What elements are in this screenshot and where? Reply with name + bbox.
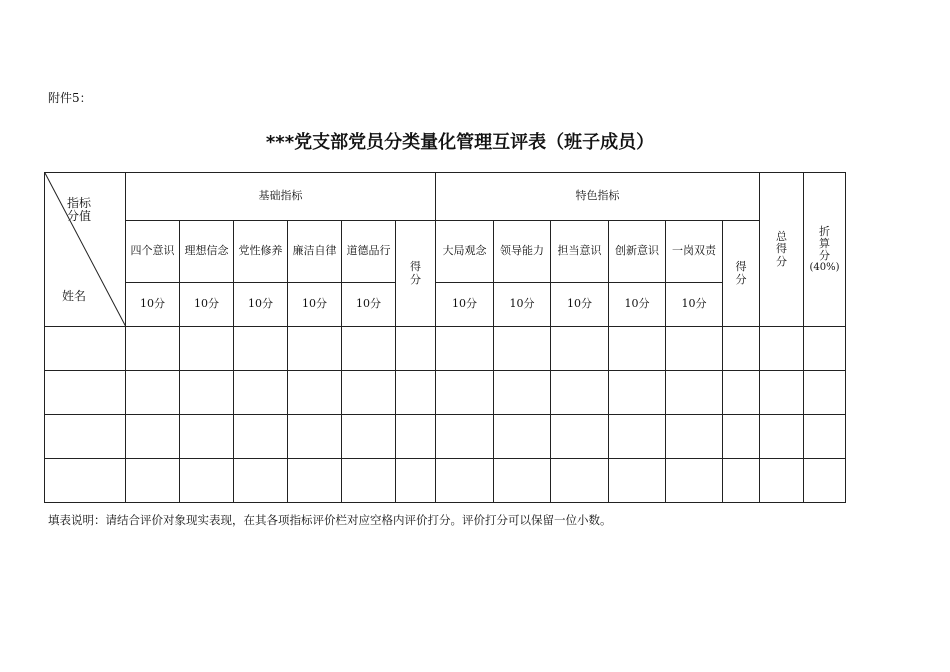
score-entry-cell[interactable] bbox=[494, 327, 551, 371]
corner-top-label: 指标 分值 bbox=[67, 196, 92, 224]
item-score-cell: 10分 bbox=[494, 283, 551, 327]
score-entry-cell[interactable] bbox=[804, 371, 846, 415]
table-row bbox=[45, 415, 846, 459]
score-entry-cell[interactable] bbox=[804, 327, 846, 371]
score-entry-cell[interactable] bbox=[551, 459, 609, 503]
score-entry-cell[interactable] bbox=[666, 459, 723, 503]
score-entry-cell[interactable] bbox=[760, 327, 804, 371]
score-entry-cell[interactable] bbox=[436, 415, 494, 459]
item-score-cell: 10分 bbox=[234, 283, 288, 327]
score-entry-cell[interactable] bbox=[234, 459, 288, 503]
page-title: ***党支部党员分类量化管理互评表（班子成员） bbox=[265, 132, 655, 153]
score-entry-cell[interactable] bbox=[396, 327, 436, 371]
evaluation-table bbox=[44, 172, 846, 503]
score-entry-cell[interactable] bbox=[180, 327, 234, 371]
score-entry-cell[interactable] bbox=[342, 459, 396, 503]
attachment-label: 附件5： bbox=[48, 91, 92, 105]
basic-subtotal-header: 得 分 bbox=[396, 221, 436, 327]
item-score-cell: 10分 bbox=[180, 283, 234, 327]
item-score-cell: 10分 bbox=[551, 283, 609, 327]
name-entry-cell[interactable] bbox=[45, 327, 126, 371]
score-entry-cell[interactable] bbox=[723, 415, 760, 459]
special-item-header: 大局观念 bbox=[436, 221, 494, 283]
basic-item-header: 廉洁自律 bbox=[288, 221, 342, 283]
table-row bbox=[45, 459, 846, 503]
total-score-header: 总 得 分 bbox=[760, 173, 804, 327]
score-entry-cell[interactable] bbox=[180, 459, 234, 503]
item-score-cell: 10分 bbox=[436, 283, 494, 327]
special-indicators-header: 特色指标 bbox=[436, 173, 760, 221]
score-entry-cell[interactable] bbox=[551, 415, 609, 459]
score-entry-cell[interactable] bbox=[804, 415, 846, 459]
score-entry-cell[interactable] bbox=[288, 327, 342, 371]
score-entry-cell[interactable] bbox=[396, 415, 436, 459]
score-entry-cell[interactable] bbox=[342, 371, 396, 415]
special-item-header: 担当意识 bbox=[551, 221, 609, 283]
item-score-cell: 10分 bbox=[126, 283, 180, 327]
score-entry-cell[interactable] bbox=[723, 371, 760, 415]
score-entry-cell[interactable] bbox=[723, 327, 760, 371]
score-entry-cell[interactable] bbox=[494, 415, 551, 459]
score-entry-cell[interactable] bbox=[804, 459, 846, 503]
score-entry-cell[interactable] bbox=[126, 415, 180, 459]
score-entry-cell[interactable] bbox=[126, 327, 180, 371]
score-entry-cell[interactable] bbox=[396, 371, 436, 415]
score-entry-cell[interactable] bbox=[760, 415, 804, 459]
score-entry-cell[interactable] bbox=[288, 459, 342, 503]
score-entry-cell[interactable] bbox=[760, 459, 804, 503]
item-score-cell: 10分 bbox=[609, 283, 666, 327]
basic-item-header: 道德品行 bbox=[342, 221, 396, 283]
score-entry-cell[interactable] bbox=[666, 415, 723, 459]
name-entry-cell[interactable] bbox=[45, 415, 126, 459]
table-row bbox=[45, 327, 846, 371]
name-entry-cell[interactable] bbox=[45, 371, 126, 415]
score-entry-cell[interactable] bbox=[126, 459, 180, 503]
score-entry-cell[interactable] bbox=[666, 327, 723, 371]
score-entry-cell[interactable] bbox=[609, 415, 666, 459]
blank-rows bbox=[45, 327, 846, 503]
basic-item-header: 理想信念 bbox=[180, 221, 234, 283]
basic-item-header: 四个意识 bbox=[126, 221, 180, 283]
score-entry-cell[interactable] bbox=[288, 415, 342, 459]
score-entry-cell[interactable] bbox=[609, 371, 666, 415]
score-entry-cell[interactable] bbox=[342, 327, 396, 371]
score-entry-cell[interactable] bbox=[666, 371, 723, 415]
score-entry-cell[interactable] bbox=[551, 371, 609, 415]
score-entry-cell[interactable] bbox=[609, 327, 666, 371]
item-score-cell: 10分 bbox=[342, 283, 396, 327]
basic-indicators-header: 基础指标 bbox=[126, 173, 436, 221]
name-entry-cell[interactable] bbox=[45, 459, 126, 503]
special-item-header: 一岗双责 bbox=[666, 221, 723, 283]
corner-header-cell bbox=[45, 173, 126, 327]
score-entry-cell[interactable] bbox=[436, 459, 494, 503]
score-entry-cell[interactable] bbox=[342, 415, 396, 459]
special-item-header: 领导能力 bbox=[494, 221, 551, 283]
score-entry-cell[interactable] bbox=[234, 371, 288, 415]
basic-item-header: 党性修养 bbox=[234, 221, 288, 283]
corner-bottom-label: 姓名 bbox=[62, 289, 87, 303]
score-entry-cell[interactable] bbox=[551, 327, 609, 371]
score-entry-cell[interactable] bbox=[180, 371, 234, 415]
score-entry-cell[interactable] bbox=[436, 371, 494, 415]
special-item-header: 创新意识 bbox=[609, 221, 666, 283]
score-entry-cell[interactable] bbox=[396, 459, 436, 503]
score-entry-cell[interactable] bbox=[494, 371, 551, 415]
converted-score-header: 折 算 分 (40%) bbox=[804, 173, 846, 327]
score-entry-cell[interactable] bbox=[126, 371, 180, 415]
item-score-cell: 10分 bbox=[666, 283, 723, 327]
instructions-note: 填表说明：请结合评价对象现实表现，在其各项指标评价栏对应空格内评价打分。评价打分可以保留一位小数。 bbox=[48, 513, 612, 527]
score-entry-cell[interactable] bbox=[234, 327, 288, 371]
score-entry-cell[interactable] bbox=[436, 327, 494, 371]
table-row bbox=[45, 371, 846, 415]
score-entry-cell[interactable] bbox=[288, 371, 342, 415]
item-score-cell: 10分 bbox=[288, 283, 342, 327]
special-subtotal-header: 得 分 bbox=[723, 221, 760, 327]
score-entry-cell[interactable] bbox=[723, 459, 760, 503]
score-entry-cell[interactable] bbox=[760, 371, 804, 415]
score-entry-cell[interactable] bbox=[609, 459, 666, 503]
score-entry-cell[interactable] bbox=[234, 415, 288, 459]
score-entry-cell[interactable] bbox=[180, 415, 234, 459]
score-entry-cell[interactable] bbox=[494, 459, 551, 503]
